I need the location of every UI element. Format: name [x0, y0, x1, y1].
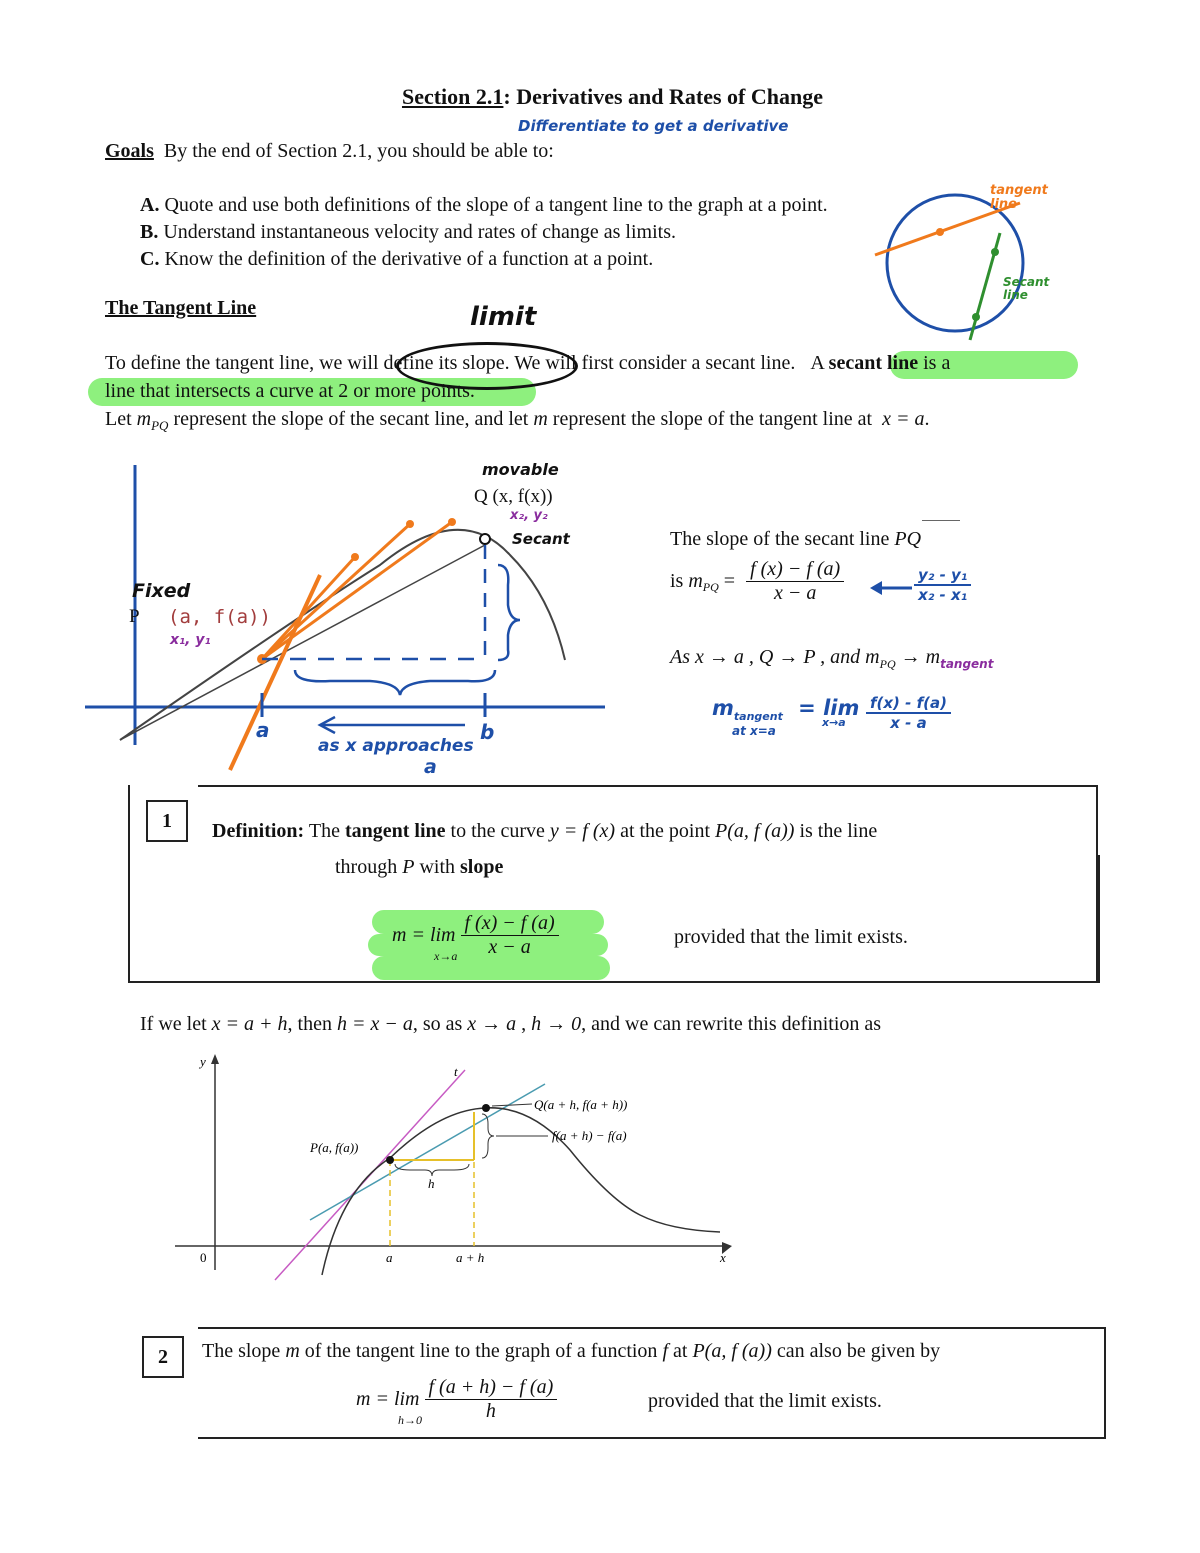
secant-point-bottom: [972, 313, 980, 321]
secant-orange-1: [262, 557, 355, 659]
rw-e2: h = x − a: [336, 1013, 413, 1035]
g2-t-label: t: [454, 1064, 458, 1079]
hand-lim-sub: x→a: [822, 716, 846, 729]
movable-note: movable: [482, 460, 559, 479]
formula-1-fraction: [461, 912, 559, 959]
hand-limit-numerator: f(x) - f(a): [866, 694, 951, 714]
definition-1-frame-bottom: [128, 855, 1100, 983]
def1-bold: tangent line: [344, 820, 446, 842]
g2-diff-brace: [482, 1114, 494, 1158]
slope-text: The slope of the secant line: [670, 528, 895, 550]
rw-t2: , then: [287, 1013, 337, 1035]
goal-letter: A.: [140, 194, 160, 216]
goals-intro: By the end of Section 2.1, you should be able to:: [163, 140, 554, 162]
point-q: [480, 534, 490, 544]
tangent-point: [936, 228, 944, 236]
p-coords-note: x₁, y₁: [170, 632, 211, 648]
def2-t2: of the tangent line to the graph of a function: [299, 1340, 663, 1362]
approach-a-note: a: [424, 756, 437, 778]
q-label: Q (x, f(x)): [474, 486, 553, 507]
secant-note: Secant: [512, 530, 570, 548]
hand-lim: lim: [823, 696, 860, 720]
formula-2-provided: provided that the limit exists.: [648, 1390, 882, 1412]
hand-limit-fraction: [866, 694, 951, 732]
g2-x-label: x: [720, 1250, 726, 1265]
def2-t4: can also be given by: [771, 1340, 941, 1362]
secant-slope-formula: [670, 558, 844, 605]
definition-1-number: 1: [146, 800, 188, 842]
definition-label: Definition:: [212, 820, 305, 842]
goals-list: [140, 192, 828, 273]
goal-letter: B.: [140, 221, 159, 243]
definition-1-line2: [335, 856, 503, 879]
as-x-approaches-line: [670, 646, 993, 672]
p1-part2: We will first consider a secant line.: [509, 352, 796, 374]
g2-y-label: y: [200, 1054, 206, 1069]
q-coords-note: x₂, y₂: [510, 508, 548, 523]
secant-line-note: Secant line: [1003, 275, 1050, 302]
m-symbol: m: [533, 408, 548, 430]
as-arrow: → m: [895, 646, 941, 668]
tangent-hand-sub: tangent: [940, 657, 994, 671]
g2-y-arrow: [211, 1054, 219, 1064]
formula-1-numerator: f (x) − f (a): [461, 912, 559, 936]
g2-diff-label: f(a + h) − f(a): [552, 1128, 627, 1143]
g2-h-brace: [395, 1164, 469, 1176]
period: .: [924, 408, 930, 430]
def2-t3: at: [668, 1340, 693, 1362]
definition-2-line1: [202, 1340, 940, 1363]
def2-point: P(a, f (a)): [692, 1340, 772, 1362]
hand-at-x-a: at x=a: [732, 724, 776, 738]
hand-denominator: x₂ - x₁: [918, 586, 968, 604]
g2-ah-label: a + h: [456, 1250, 485, 1265]
hand-slope-fraction: [914, 566, 971, 604]
def1-t3: at the point: [615, 820, 716, 842]
g2-a-label: a: [386, 1250, 393, 1265]
pq-overline: [922, 520, 960, 521]
formula-1-lim: m = lim: [392, 924, 456, 946]
pq-label: PQ: [894, 528, 922, 550]
paragraph-slopes: [105, 408, 929, 434]
rw-t4: ,: [516, 1013, 532, 1035]
goal-text: Know the definition of the derivative of a function at a point.: [164, 248, 654, 270]
formula-2-fraction: [425, 1376, 558, 1423]
secant-fraction: [746, 558, 844, 605]
g2-point-q: [482, 1104, 490, 1112]
goal-text: Understand instantaneous velocity and rates of change as limits.: [163, 221, 676, 243]
def1-through: through: [335, 856, 403, 878]
g2-point-p: [386, 1156, 394, 1164]
p1-part1: To define the tangent line, we will: [105, 352, 384, 374]
formula-1-lim-sub: x→a: [434, 949, 458, 963]
goals-label: Goals: [105, 140, 154, 162]
secant-slope-line: [670, 528, 921, 551]
goal-item: [140, 192, 828, 219]
equals: =: [718, 570, 736, 592]
def1-t4: is the line: [794, 820, 878, 842]
goal-text: Quote and use both definitions of the slope of a tangent line to the graph at a point.: [164, 194, 828, 216]
x-eq-a: x = a: [882, 408, 925, 430]
fraction-numerator: f (x) − f (a): [746, 558, 844, 582]
p1-hl-b: is a: [918, 352, 951, 374]
b-axis-label: b: [480, 720, 495, 744]
g2-h-label: h: [428, 1176, 435, 1191]
formula-2-lim-sub: h→0: [398, 1413, 422, 1427]
def1-p: P: [402, 856, 415, 878]
def1-curve: y = f (x): [549, 820, 616, 842]
hand-numerator: y₂ - y₁: [914, 566, 971, 586]
tangent-line-heading: The Tangent Line: [105, 297, 257, 319]
tangent-line-note: tangent line: [990, 183, 1048, 212]
rw-e1: x = a + h: [211, 1013, 288, 1035]
g2-q-leader: [492, 1104, 532, 1106]
rise-brace: [498, 565, 520, 660]
p2-end: represent the slope of the tangent line at: [552, 408, 878, 430]
p1-circled: define its slope.: [383, 352, 510, 374]
paragraph-secant-1: [105, 352, 950, 375]
hand-limit-denominator: x - a: [890, 714, 927, 732]
fraction-denominator: x − a: [773, 582, 817, 604]
rw-t1: If we let: [140, 1013, 212, 1035]
formula-1: [392, 912, 559, 959]
def2-m: m: [285, 1340, 300, 1362]
rw-e3: x → a: [467, 1013, 517, 1035]
blue-arrow: [868, 578, 916, 598]
secant-orange-3: [262, 522, 452, 659]
hand-eq: =: [798, 696, 816, 720]
orange-point-1: [351, 553, 359, 561]
as-line: As x → a , Q → P , and m: [670, 646, 880, 668]
def1-slope: slope: [460, 856, 504, 878]
secant-point-top: [991, 248, 999, 256]
formula-1-highlight-3: [372, 956, 610, 980]
orange-point-2: [406, 520, 414, 528]
fixed-note: Fixed: [132, 580, 191, 602]
tangent-graph: [170, 1050, 750, 1290]
hand-m-sub: tangent: [733, 710, 783, 724]
def1-with: with: [414, 856, 460, 878]
g2-p-label: P(a, f(a)): [310, 1140, 359, 1155]
differentiate-note: Differentiate to get a derivative: [518, 117, 789, 135]
p1-hl-a: A: [810, 352, 829, 374]
rewrite-sentence: [140, 1013, 881, 1036]
def2-f: f: [662, 1340, 668, 1362]
section-label: Section 2.1: [401, 84, 504, 109]
def2-t1: The slope: [202, 1340, 286, 1362]
rw-t5: , and we can rewrite this definition as: [581, 1013, 882, 1035]
p2-let: Let: [105, 408, 137, 430]
p2-mid: represent the slope of the secant line, and let: [173, 408, 534, 430]
as-sub: PQ: [879, 657, 896, 671]
page-title: [0, 84, 1200, 110]
limit-note: limit: [470, 302, 537, 332]
goals-line: [105, 140, 554, 163]
definition-1-line1: [212, 820, 877, 843]
formula-1-denominator: x − a: [488, 936, 531, 958]
rw-t3: , so as: [412, 1013, 468, 1035]
formula-1-provided: provided that the limit exists.: [674, 926, 908, 948]
pq-sub: PQ: [151, 418, 169, 433]
def1-point: P(a, f (a)): [715, 820, 795, 842]
a-axis-label: a: [256, 718, 270, 742]
g2-q-label: Q(a + h, f(a + h)): [534, 1097, 628, 1112]
paragraph-secant-2: line that intersects a curve at 2 or more points.: [105, 380, 475, 402]
definition-2-number: 2: [142, 1336, 184, 1378]
orange-point-3: [448, 518, 456, 526]
m-pq: m: [688, 570, 703, 592]
g2-curve: [322, 1108, 720, 1275]
p-coords: (a, f(a)): [168, 606, 271, 628]
pq-sub: PQ: [702, 580, 719, 595]
is-text: is: [670, 570, 689, 592]
formula-2: [356, 1376, 557, 1423]
section-title: : Derivatives and Rates of Change: [503, 84, 824, 109]
approach-note: as x approaches: [318, 736, 474, 756]
formula-2-denominator: h: [485, 1400, 496, 1422]
m-pq: m: [136, 408, 152, 430]
formula-2-lim: m = lim: [356, 1388, 420, 1410]
p1-hl-bold: secant line: [828, 352, 919, 374]
rw-e4: h → 0: [531, 1013, 582, 1035]
g2-origin: 0: [200, 1250, 207, 1265]
tangent-orange: [230, 575, 320, 770]
circle-shape: [887, 195, 1023, 331]
hand-m: m: [712, 696, 734, 720]
formula-2-numerator: f (a + h) − f (a): [425, 1376, 558, 1400]
goal-item: [140, 219, 828, 246]
run-brace: [295, 670, 495, 695]
p-letter: P: [129, 606, 140, 627]
def1-t1: The: [304, 820, 345, 842]
goal-letter: C.: [140, 248, 160, 270]
def1-t2: to the curve: [445, 820, 550, 842]
goal-item: [140, 246, 828, 273]
secant-orange-2: [262, 524, 410, 659]
